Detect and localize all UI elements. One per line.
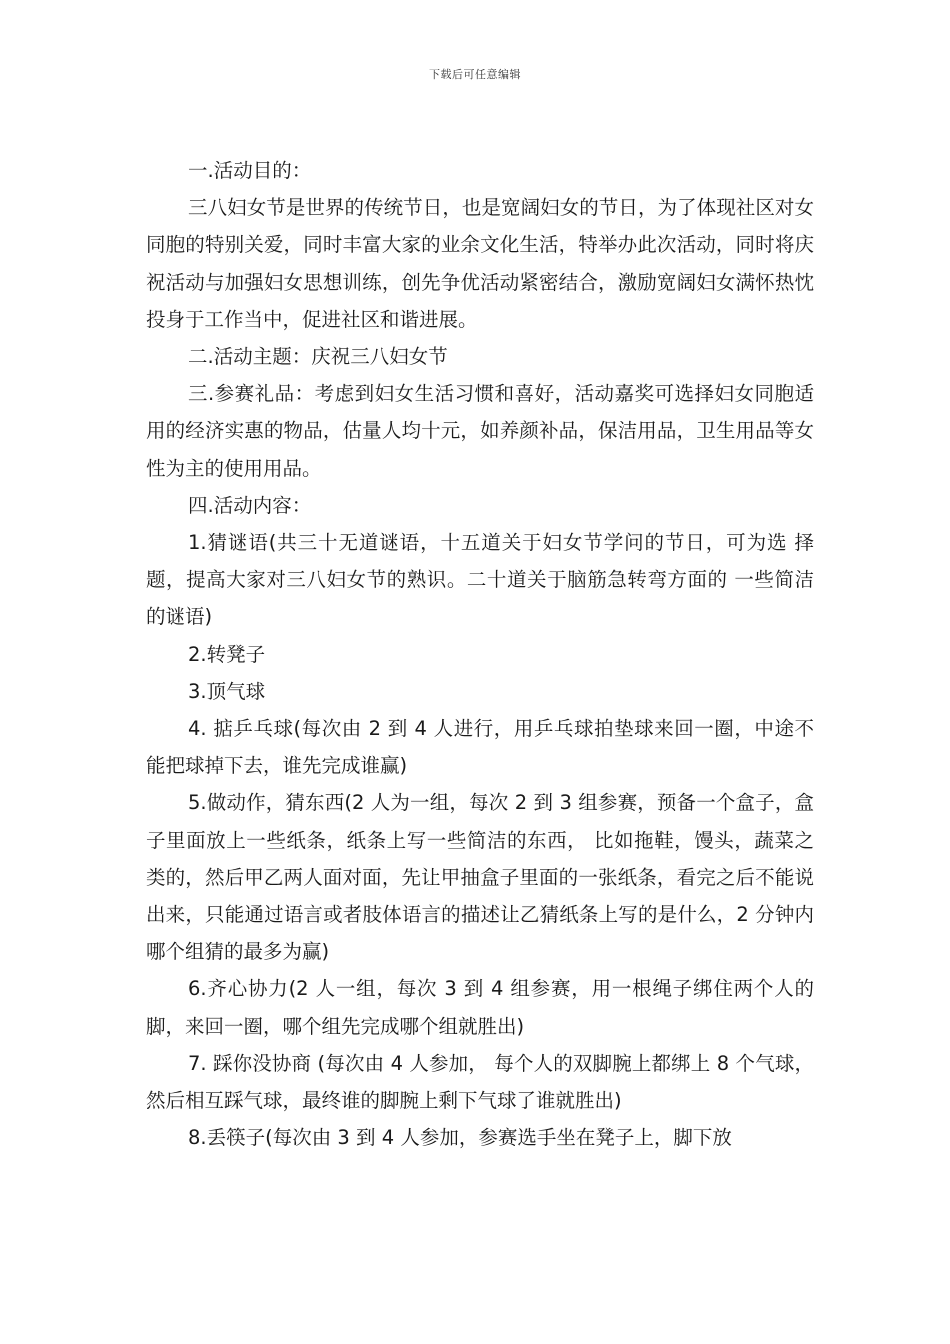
header-note: 下载后可任意编辑 <box>429 68 521 81</box>
paragraph-purpose: 三八妇女节是世界的传统节日，也是宽阔妇女的节日，为了体现社区对女同胞的特别关爱，同时丰富大家的业余文化生活，特举办此次活动，同时将庆祝活动与加强妇女思想训练，创先争优活动紧密结合，激励宽阔妇女满怀热忱投身于工作当中，促进社区和谐进展。 <box>146 196 814 331</box>
list-item: 7. 踩你没协商 (每次由 4 人参加， 每个人的双脚腕上都绑上 8 个气球，然后相互踩气球，最终谁的脚腕上剩下气球了谁就胜出) <box>146 1051 814 1113</box>
list-item: 4. 掂乒乓球(每次由 2 到 4 人进行，用乒乓球拍垫球来回一圈，中途不能把球掉下去，谁先完成谁赢) <box>146 717 814 778</box>
list-item: 2.转凳子 <box>188 642 266 666</box>
heading-purpose: 一.活动目的： <box>188 159 312 182</box>
heading-theme: 二.活动主题：庆祝三八妇女节 <box>188 345 448 369</box>
list-item: 8.丢筷子(每次由 3 到 4 人参加，参赛选手坐在凳子上，脚下放 <box>188 1126 732 1150</box>
list-item: 3.顶气球 <box>188 679 266 703</box>
list-item: 6.齐心协力(2 人一组，每次 3 到 4 组参赛，用一根绳子绑住两个人的脚，来回一圈，哪个组先完成哪个组就胜出) <box>146 977 814 1038</box>
paragraph-prizes: 三.参赛礼品：考虑到妇女生活习惯和喜好，活动嘉奖可选择妇女同胞适用的经济实惠的物品，估量人均十元，如养颜补品，保洁用品，卫生用品等女性为主的使用用品。 <box>146 382 814 480</box>
list-item: 1.猜谜语(共三十无道谜语，十五道关于妇女节学问的节日，可为选 择题，提高大家对三八妇女节的熟识。二十道关于脑筋急转弯方面的 一些简洁的谜语) <box>146 531 814 629</box>
heading-content: 四.活动内容： <box>188 493 312 517</box>
document-body <box>146 152 814 1156</box>
list-item: 5.做动作，猜东西(2 人为一组，每次 2 到 3 组参赛，预备一个盒子，盒子里面放上一些纸条，纸条上写一些简洁的东西， 比如拖鞋，馒头，蔬菜之类的，然后甲乙两人面对面，先让甲抽盒子里面的一张纸条，看完之后不能说出来，只能通过语言或者肢体语言的描述让乙猜纸条上写的是什么，2 分钟内哪个组猜的最多为赢) <box>146 791 814 964</box>
